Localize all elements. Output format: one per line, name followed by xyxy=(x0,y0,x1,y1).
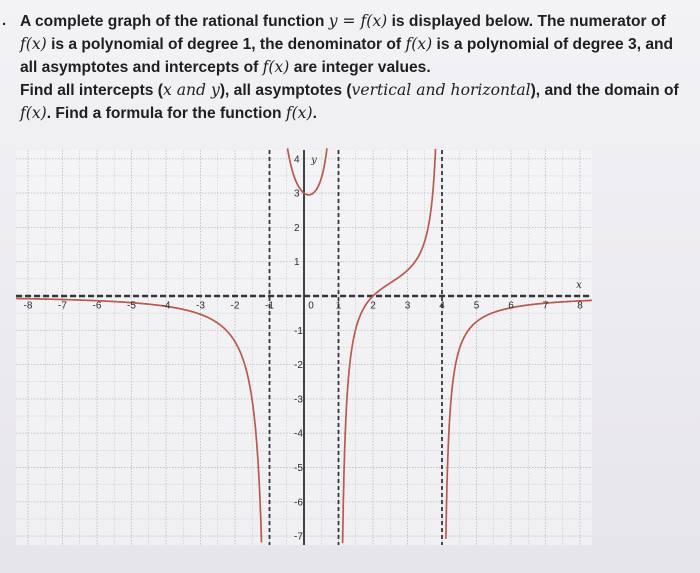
y-tick-label: -1 xyxy=(294,325,303,337)
math-fx: f(x) xyxy=(20,35,47,53)
y-tick-label: 2 xyxy=(294,222,300,234)
problem-line-2: f(x) is a polynomial of degree 1, the denominator of f(x) is a polynomial of degree 3, and xyxy=(20,35,674,53)
y-tick-label: -2 xyxy=(294,360,303,372)
y-tick-label: 3 xyxy=(294,188,300,200)
problem-number-marker: . xyxy=(2,12,7,29)
y-tick-label: -7 xyxy=(294,531,303,543)
math-fx: f(x) xyxy=(405,35,433,53)
problem-line-1: A complete graph of the rational function y = f(x) is displayed below. The numerator of xyxy=(20,12,666,30)
math-vertical-and-horizontal: vertical and horizontal xyxy=(351,81,531,99)
y-tick-label: -3 xyxy=(294,394,303,406)
x-tick-label: -8 xyxy=(23,300,33,312)
problem-line-3: all asymptotes and intercepts of f(x) are integer values. xyxy=(20,58,431,76)
x-tick-label: -2 xyxy=(230,300,240,312)
x-tick-label: -1 xyxy=(265,300,274,312)
x-tick-label: 3 xyxy=(404,300,411,312)
x-tick-label: -3 xyxy=(196,300,205,312)
y-tick-label: 1 xyxy=(294,257,300,269)
x-tick-label: 2 xyxy=(370,300,376,312)
x-tick-label: 5 xyxy=(473,300,480,312)
y-tick-label: -6 xyxy=(294,497,303,509)
x-tick-label: 6 xyxy=(508,300,514,312)
y-tick-label: -4 xyxy=(294,428,303,440)
x-tick-label: -6 xyxy=(92,300,102,312)
x-tick-label: 8 xyxy=(577,300,583,312)
math-fx: f(x) xyxy=(285,104,313,122)
problem-line-5: f(x). Find a formula for the function f(x). xyxy=(20,104,317,122)
x-tick-label: 7 xyxy=(542,300,549,312)
math-fx: f(x) xyxy=(20,104,47,122)
y-tick-label: 4 xyxy=(294,154,300,166)
x-axis-label: x xyxy=(576,280,582,291)
problem-line-4: Find all intercepts (x and y), all asymptotes (vertical and horizontal), and the domain of xyxy=(20,81,679,99)
x-tick-label: -5 xyxy=(127,300,136,312)
math-fx: f(x) xyxy=(262,58,290,76)
y-axis-label: y xyxy=(311,154,317,166)
x-tick-label: 1 xyxy=(335,300,342,312)
math-y-equals-fx: y = f(x) xyxy=(328,12,388,30)
x-tick-label: -4 xyxy=(161,300,171,312)
x-tick-label: -7 xyxy=(58,300,67,312)
x-tick-label: 4 xyxy=(439,300,445,312)
x-tick-label: 0 xyxy=(308,300,314,312)
math-x-and-y: x and y xyxy=(162,81,220,99)
y-tick-label: -5 xyxy=(294,463,303,474)
